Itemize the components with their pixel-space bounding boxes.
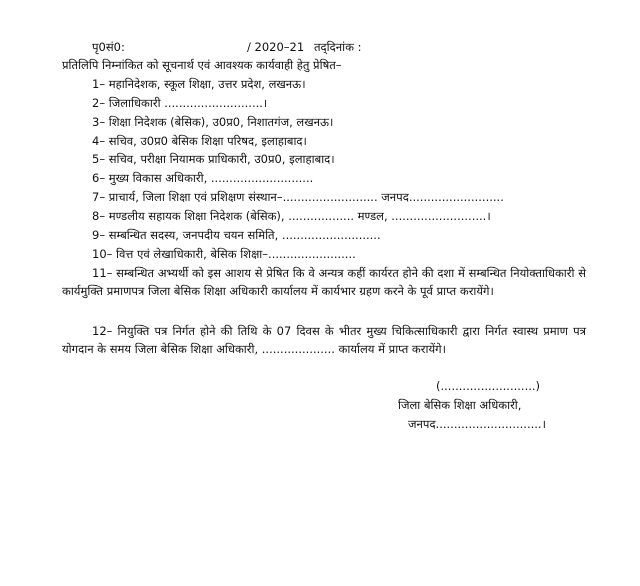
- list-item: 3– शिक्षा निदेशक (बेसिक), उ0प्र0, निशातगंज, लखनऊ।: [92, 115, 334, 129]
- reference-year: / 2020–21: [247, 40, 305, 54]
- copy-to-intro: प्रतिलिपि निम्नांकित को सूचनार्थ एवं आवश्यक कार्यवाही हेतु प्रेषित–: [62, 58, 342, 72]
- list-item: 4– सचिव, उ0प्र0 बेसिक शिक्षा परिषद, इलाहाबाद।: [92, 134, 307, 148]
- list-item: 7– प्राचार्य, जिला शिक्षा एवं प्रशिक्षण संस्थान–.......................... जनपद..........................: [92, 190, 504, 204]
- reference-number-label: पृ0सं0:: [92, 40, 125, 54]
- list-item: 1– महानिदेशक, स्कूल शिक्षा, उत्तर प्रदेश, लखनऊ।: [92, 77, 306, 91]
- list-item: 5– सचिव, परीक्षा नियामक प्राधिकारी, उ0प्र0, इलाहाबाद।: [92, 152, 335, 166]
- list-item: 10– वित्त एवं लेखाधिकारी, बेसिक शिक्षा–........................: [92, 247, 356, 261]
- list-item: 6– मुख्य विकास अधिकारी, ............................: [92, 171, 314, 185]
- signatory-title: जिला बेसिक शिक्षा अधिकारी,: [398, 398, 522, 412]
- paragraph-11: 11– सम्बन्धित अभ्यर्थी को इस आशय से प्रेषित कि वे अन्यत्र कहीं कार्यरत होने की दशा में सम्बन्धित नियोक्ताधिकारी से कार्यमुक्ति प्रमाणपत्र जिला बेसिक शिक्षा अधिकारी कार्यालय में कार्यभार ग्रहण करने के पूर्व प्राप्त करायेंगे।: [62, 266, 586, 298]
- paragraph-12: 12– नियुक्ति पत्र निर्गत होने की तिथि के 07 दिवस के भीतर मुख्य चिकित्साधिकारी द्वारा निर्गत स्वास्थ प्रमाण पत्र योगदान के समय जिला बेसिक शिक्षा अधिकारी, .................... कार्यालय में प्राप्त करायेंगे।: [62, 324, 586, 356]
- signatory-district: जनपद.............................।: [408, 417, 546, 431]
- list-item: 2– जिलाधिकारी ...........................।: [92, 96, 268, 110]
- list-item: 9– सम्बन्धित सदस्य, जनपदीय चयन समिति, ...........................: [92, 228, 381, 242]
- list-item: 8– मण्डलीय सहायक शिक्षा निदेशक (बेसिक), .................. मण्डल, ..........................।: [92, 209, 491, 223]
- signature-placeholder: (..........................): [436, 379, 541, 393]
- date-label: तद्‌दिनांक :: [314, 40, 362, 54]
